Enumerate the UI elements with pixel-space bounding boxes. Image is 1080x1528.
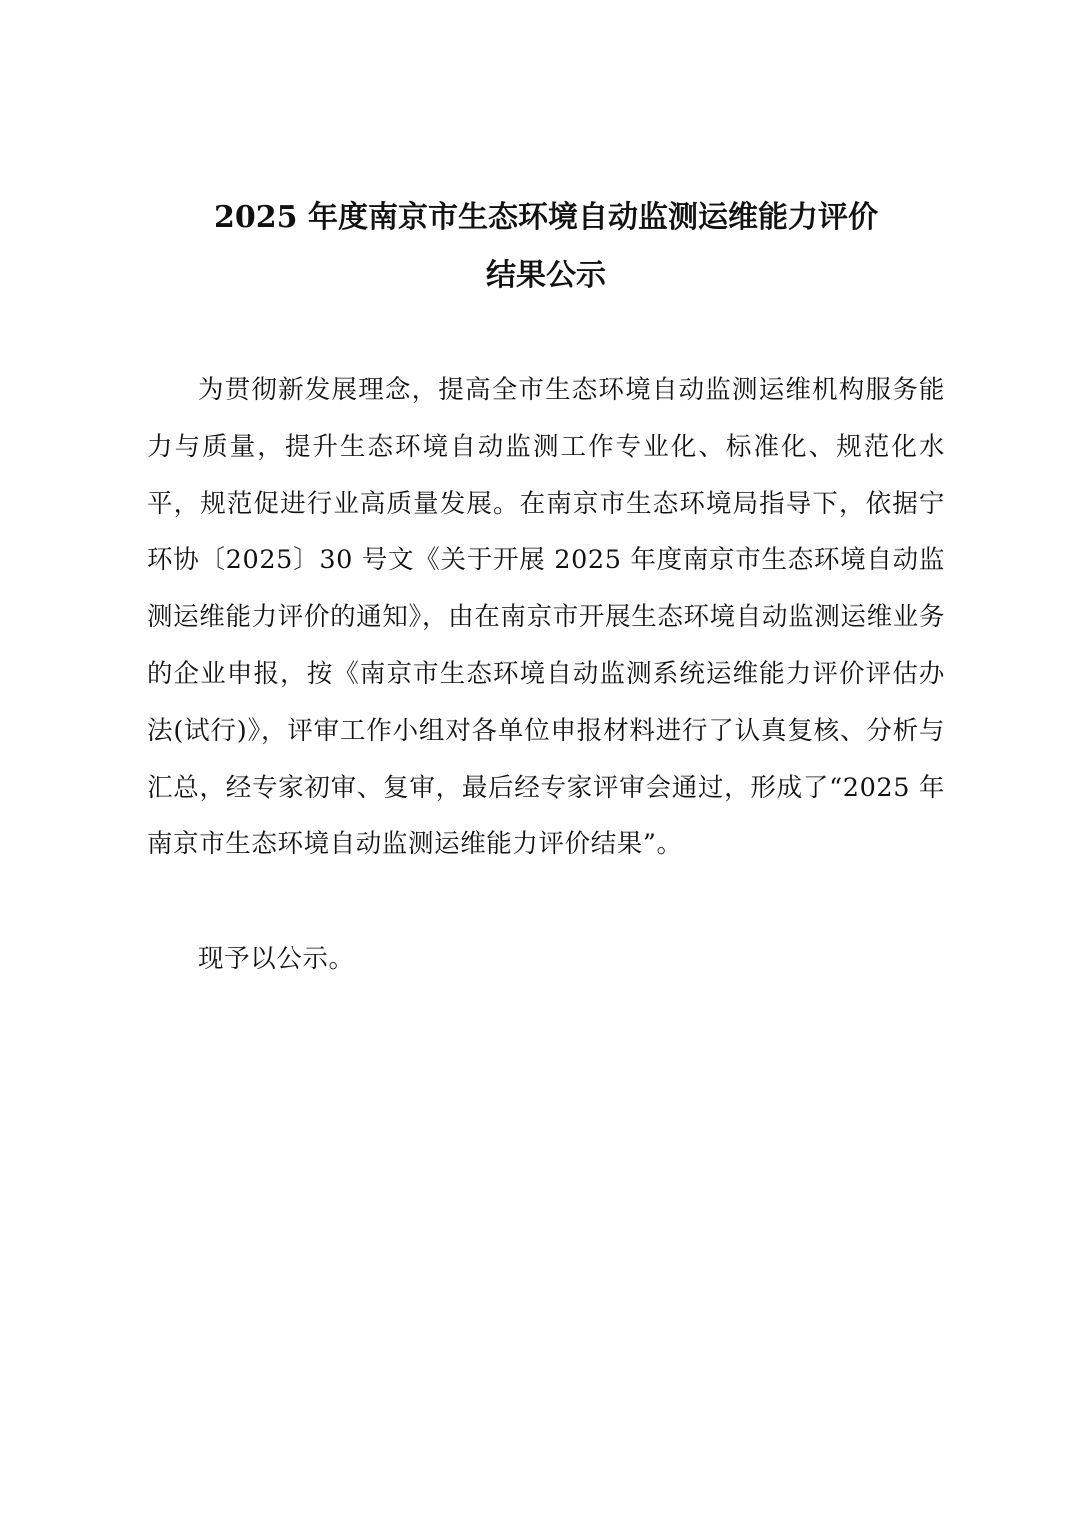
body-paragraph: 为贯彻新发展理念，提高全市生态环境自动监测运维机构服务能力与质量，提升生态环境自动监测工作专业化、标准化、规范化水平，规范促进行业高质量发展。在南京市生态环境局指导下，依据宁环协〔2025〕30 号文《关于开展 2025 年度南京市生态环境自动监测运维能力评价的通知》，由在南京市开展生态环境自动监测运维业务的企业申报，按《南京市生态环境自动监测系统运维能力评价评估办法(试行)》，评审工作小组对各单位申报材料进行了认真复核、分析与汇总，经专家初审、复审，最后经专家评审会通过，形成了“2025 年南京市生态环境自动监测运维能力评价结果”。 — [147, 375, 945, 860]
closing-statement: 现予以公示。 — [198, 944, 355, 974]
document-title-line-1: 2025 年度南京市生态环境自动监测运维能力评价 — [214, 200, 878, 235]
document-title-line-2: 结果公示 — [486, 258, 606, 293]
